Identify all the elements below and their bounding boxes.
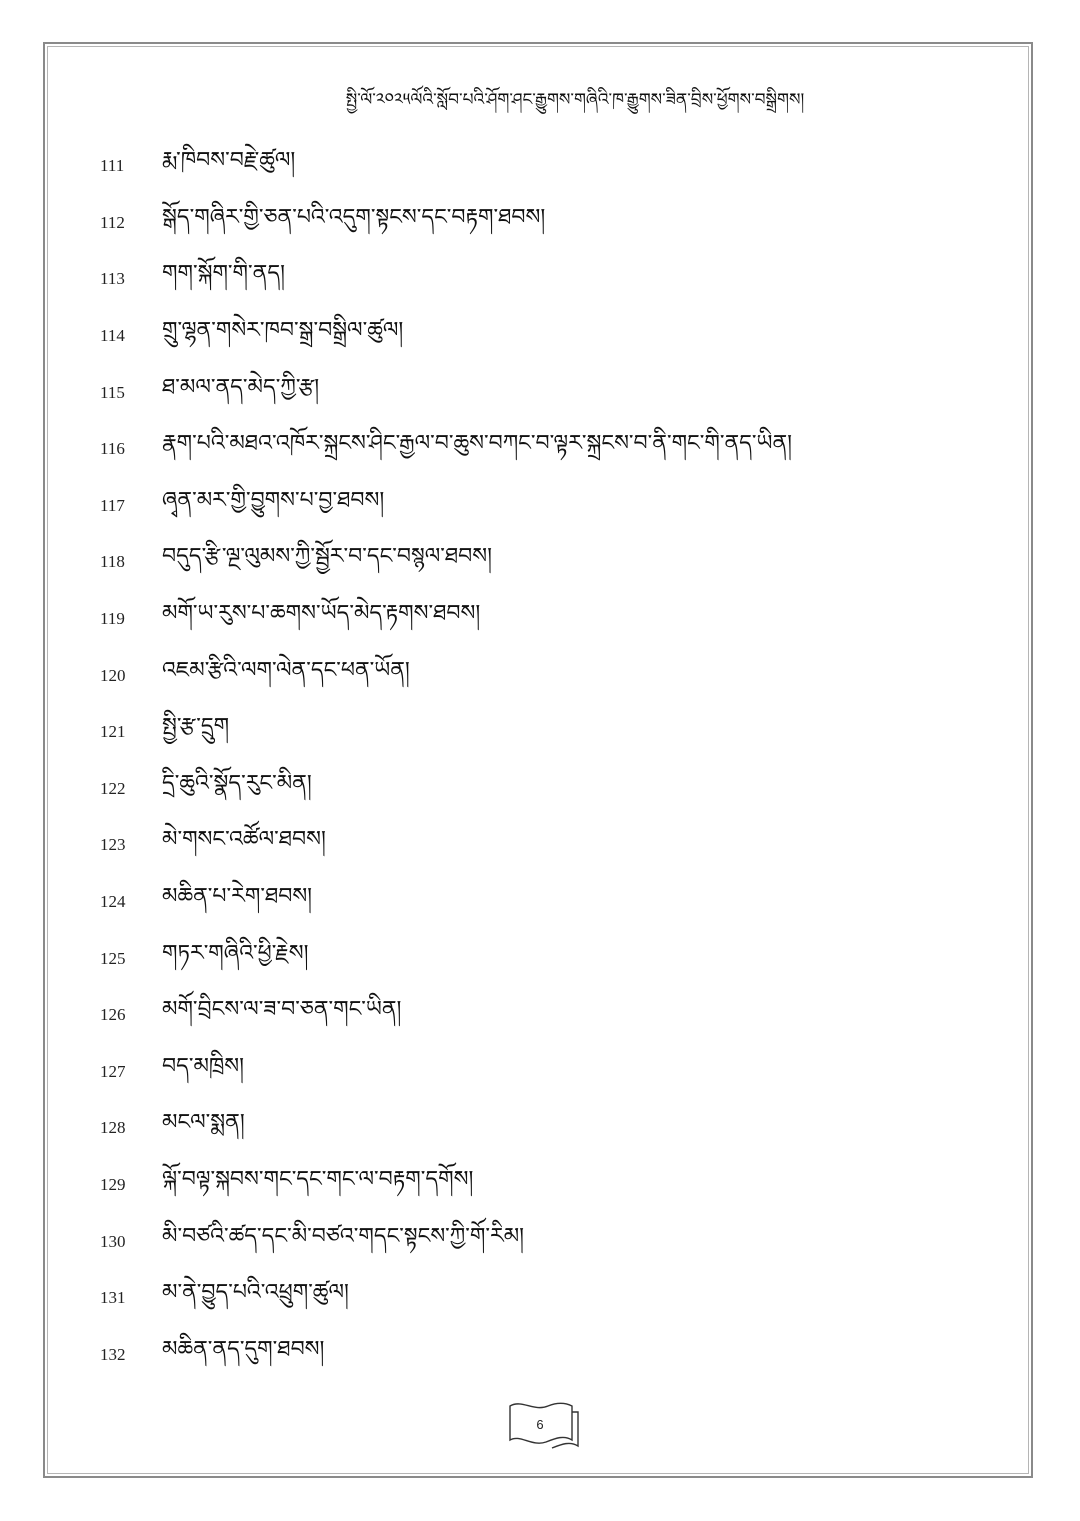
list-item (100, 478, 1000, 535)
item-text: མཆིན་ནད་དུག་ཐབས། (162, 1336, 325, 1362)
list-item (100, 647, 1000, 704)
page-header: སྤྱི་ལོ་༢༠༢༥ལོའི་སློབ་པའི་ཤོག་ཤང་རྒྱུགས་གཞིའི་ཁ་རྒྱུགས་ཟིན་བྲིས་ཕྱོགས་བསྒྲིགས། (345, 90, 805, 110)
list-item (100, 761, 1000, 818)
item-text: ཞྭན་མར་གྱི་བྱུགས་པ་བྱ་ཐབས། (162, 487, 385, 513)
entry-list (100, 138, 1000, 1383)
list-item (100, 195, 1000, 252)
page-number-banner (508, 1400, 579, 1450)
item-text: མངལ་སྨན། (162, 1110, 245, 1136)
item-number: 129 (100, 1174, 126, 1194)
item-text: མ་ནེ་བྱུད་པའི་འཕྲུག་ཚུལ། (162, 1280, 349, 1306)
item-number: 125 (100, 948, 126, 968)
list-item (100, 138, 1000, 195)
list-item (100, 1326, 1000, 1383)
item-number: 113 (100, 269, 125, 289)
item-number: 127 (100, 1061, 126, 1081)
item-text: མགོ་ཡ་རུས་པ་ཆགས་ཡོད་མེད་རྟགས་ཐབས། (162, 601, 481, 627)
item-number: 122 (100, 778, 126, 798)
item-text: རྨ་ཁིབས་བརྗེ་ཚུལ། (162, 148, 296, 174)
item-text: ཐ་མལ་ནད་མེད་ཀྱི་རྩ། (162, 374, 320, 400)
list-item (100, 308, 1000, 365)
list-item (100, 874, 1000, 931)
item-text: གག་སྐོག་གི་ནད། (162, 261, 285, 287)
list-item (100, 251, 1000, 308)
item-number: 126 (100, 1005, 126, 1025)
item-number: 112 (100, 212, 125, 232)
item-text: བད་མཁྲིས། (162, 1053, 245, 1079)
list-item (100, 1157, 1000, 1214)
item-text: གྲུ་ལྷན་གསེར་ཁབ་སྒྲ་བསྒྲིལ་ཚུལ། (162, 318, 404, 344)
item-number: 115 (100, 382, 125, 402)
item-text: སྤྱི་རྩ་དྲུག (162, 714, 230, 740)
list-item (100, 704, 1000, 761)
item-number: 124 (100, 892, 126, 912)
list-item (100, 1044, 1000, 1101)
list-item (100, 534, 1000, 591)
item-number: 116 (100, 439, 125, 459)
list-item (100, 591, 1000, 648)
list-item (100, 421, 1000, 478)
list-item (100, 817, 1000, 874)
item-text: དྲི་ཆུའི་སྣོད་རུང་མིན། (162, 770, 312, 796)
list-item (100, 1270, 1000, 1327)
item-text: འཇམ་རྩིའི་ལག་ལེན་དང་ཕན་ཡོན། (162, 657, 410, 683)
item-text: ལྐོ་བལྟ་སྐབས་གང་དང་གང་ལ་བརྟག་དགོས། (162, 1166, 474, 1192)
item-text: མེ་གསང་འཚོལ་ཐབས། (162, 827, 326, 853)
item-text: སྒོད་གཞིར་གྱི་ཅན་པའི་འདུག་སྟངས་དང་བརྟག་ཐབས། (162, 204, 546, 230)
item-number: 118 (100, 552, 125, 572)
item-number: 119 (100, 609, 125, 629)
item-text: མི་བཙའི་ཚད་དང་མི་བཙའ་གདང་སྟངས་ཀྱི་གོ་རིམ། (162, 1223, 525, 1249)
list-item (100, 1100, 1000, 1157)
page-number: 6 (536, 1417, 544, 1432)
item-text: རྣག་པའི་མཐའ་འཁོར་སྐྲངས་ཤིང་རྒྱལ་བ་ཆུས་བཀང་བ་ལྟར་སྐྲངས་བ་ནི་གང་གི་ནད་ཡིན། (162, 431, 793, 457)
item-number: 121 (100, 722, 126, 742)
item-number: 117 (100, 495, 125, 515)
item-number: 111 (100, 156, 125, 176)
list-item (100, 364, 1000, 421)
list-item (100, 1213, 1000, 1270)
item-number: 114 (100, 326, 125, 346)
item-number: 130 (100, 1231, 126, 1251)
item-number: 123 (100, 835, 126, 855)
list-item (100, 930, 1000, 987)
item-number: 132 (100, 1344, 126, 1364)
item-number: 131 (100, 1288, 126, 1308)
item-text: བདུད་རྩི་ལྔ་ལུམས་ཀྱི་སྦྱོར་བ་དང་བསྙལ་ཐབས། (162, 544, 493, 570)
item-text: མགོ་བྲིངས་ལ་ཟ་བ་ཅན་གང་ཡིན། (162, 997, 402, 1023)
item-number: 120 (100, 665, 126, 685)
list-item (100, 987, 1000, 1044)
item-number: 128 (100, 1118, 126, 1138)
item-text: མཆིན་པ་རེག་ཐབས། (162, 884, 313, 910)
item-text: གཏར་གཞིའི་ཕྱི་རྗེས། (162, 940, 309, 966)
